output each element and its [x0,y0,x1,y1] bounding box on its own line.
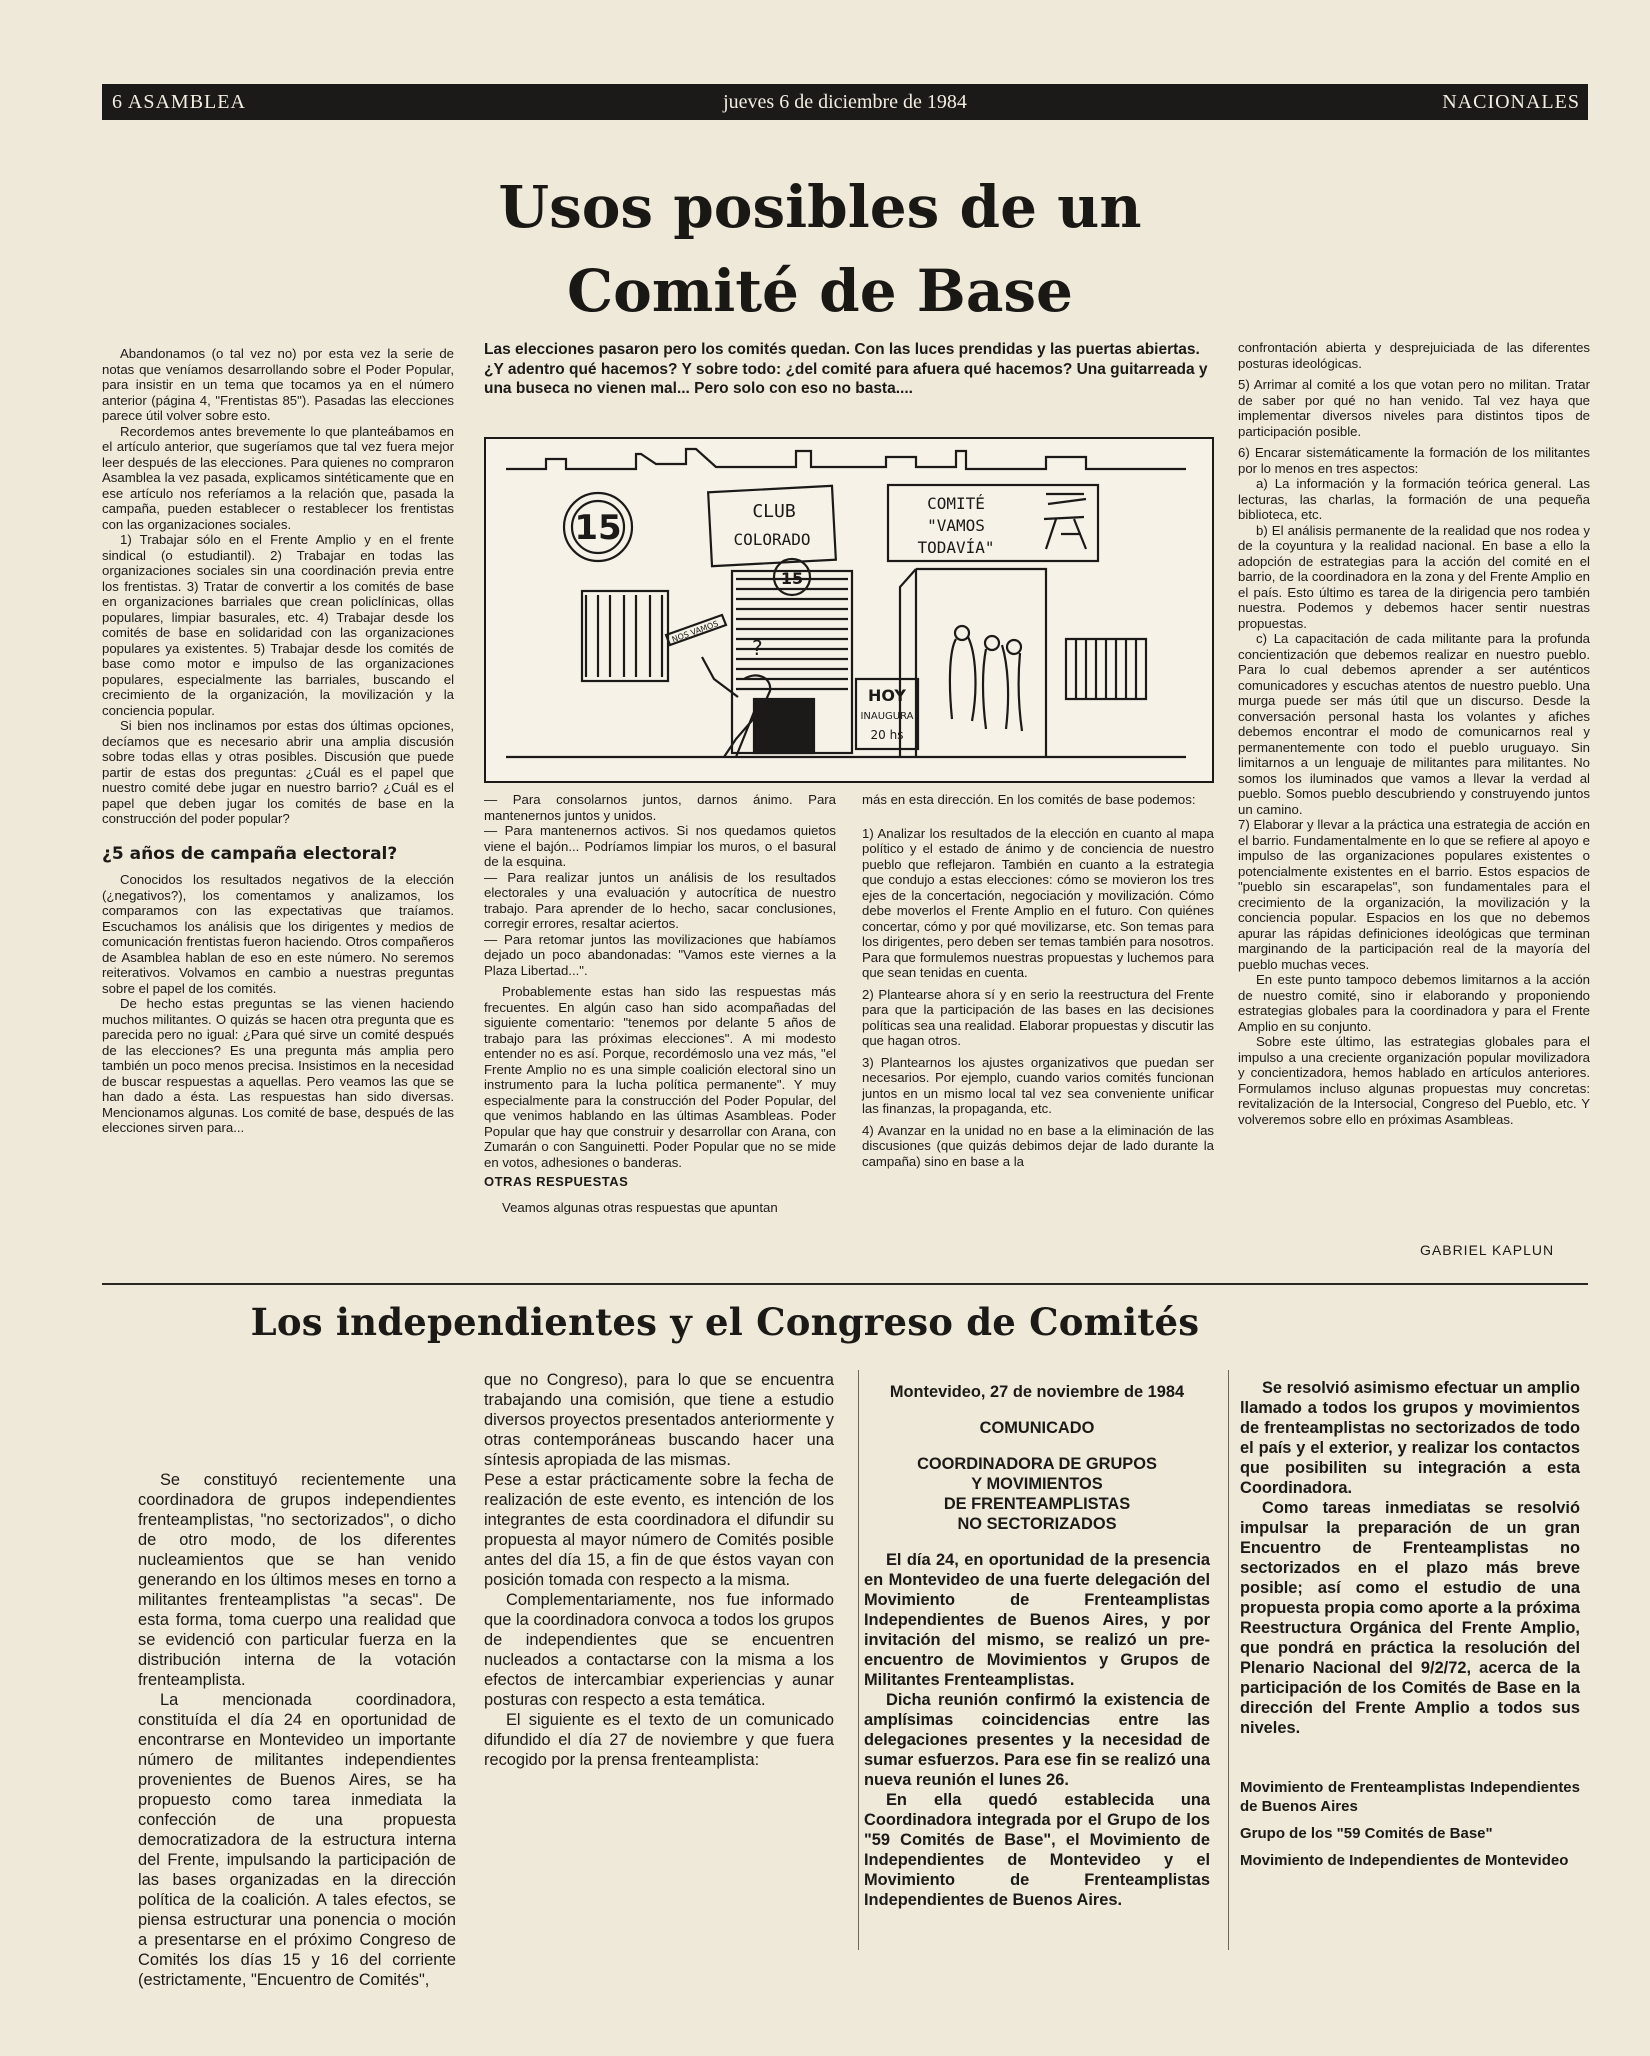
article2-column-1 [138,1470,456,1990]
paragraph: Conocidos los resultados negativos de la elección (¿negativos?), los comentamos y analizamos, los comparamos con las expectativas que traíamos. Escuchamos los análisis que los dirigentes y medios de comunicación frentistas fueron haciendo. Otros compañeros de Asamblea hablan de eso en este número. No seremos reiterativos. Volvamos en cambio a nuestras preguntas sobre el papel de los comités. [102,872,454,996]
article2-column-2 [484,1370,834,1770]
article-lead: Las elecciones pasaron pero los comités quedan. Con las luces prendidas y las puertas abiertas. ¿Y adentro qué hacemos? Y sobre todo: ¿del comité para afuera qué hacemos? Una guitarreada y una buseca no vienen mal... Pero solo con eso no basta.... [484,341,1208,397]
communique-org: COORDINADORA DE GRUPOS [917,1455,1157,1473]
cartoon-badge-text: 15 [574,508,622,548]
question-mark: ? [752,636,763,660]
title-line-1: Usos posibles de un [498,173,1142,241]
article-column-2 [484,792,836,1215]
comite-sign-line3: TODAVÍA" [917,538,995,557]
paragraph: Se resolvió asimismo efectuar un amplio llamado a todos los grupos y movimientos de frenteamplistas no sectorizados de todo el país y el exterior, y realizar los contactos que posibiliten su integración a esta Coordinadora. [1240,1379,1580,1497]
paragraph: Veamos algunas otras respuestas que apuntan [502,1199,778,1215]
communique-org: Y MOVIMIENTOS [971,1475,1103,1493]
hoy-sign-line2: INAUGURA [860,711,914,722]
paragraph: De hecho estas preguntas se las vienen haciendo muchos militantes. O quizás se hacen otra pregunta que es parecida pero no igual: ¿Para qué sirve un comité después de las elecciones? Es una pregunta más amplia pero también un poco menos precisa. Insistimos en la necesidad de buscar respuestas a aquellas. Pero veamos las que se han dado a ésta. Las respuestas han sido diversas. Mencionamos algunas. Los comité de base, después de las elecciones sirven para... [102,996,454,1135]
page-header-bar [102,84,1588,120]
section-label: 6 ASAMBLEA [112,91,246,113]
paragraph: b) El análisis permanente de la realidad que nos rodea y de la coyuntura y la realidad nacional. En base a ello la adopción de estrategias para la acción del comité en el barrio, de la coordinadora en la zona y del Frente Amplio en el país. Esto último es tarea de la dirigencia pero también nuestra. Podemos y debemos hacer sentir nuestras propuestas. [1238,522,1590,631]
paragraph: 1) Analizar los resultados de la elección en cuanto al mapa político y el estado de ánimo y de conciencia de nuestro pueblo que reflejaron. También en cuanto a la estrategia que condujo a estas elecciones: cómo se movieron los tres ejes de la concertación, negociación y movilización. Cómo debe moverlos el Frente Amplio en el futuro. Con quiénes concertar, cómo y por qué movilizarse, etc. Son temas para los dirigentes, pero deben ser temas también para nosotros. Para que formulemos nuestras propuestas y luchemos para que sean tenidas en cuenta. [862,825,1214,980]
hoy-sign-line1: HOY [867,686,907,705]
section-divider [102,1283,1588,1285]
paragraph: El día 24, en oportunidad de la presencia en Montevideo de una fuerte delegación del Movimiento de Frenteamplistas Independientes de Buenos Aires, y por invitación del mismo, se realizó un pre-encuentro de Movimientos y Grupos de Militantes Frenteamplistas. [864,1551,1210,1689]
communique-label: COMUNICADO [979,1419,1095,1437]
paragraph: Se constituyó recientemente una coordinadora de grupos independientes frenteamplistas, "no sectorizados", o dicho de otro modo, de los diferentes nucleamientos que se han venido generando en los últimos meses en torno a militantes frenteamplistas "a secas". De esta forma, toma cuerpo una realidad que se evidenció con particular fuerza en la distribución interna de la votación frenteamplista. [138,1471,456,1689]
paragraph: c) La capacitación de cada militante para la profunda concientización que debemos realizar en nuestro pueblo. Para lo cual debemos aprender a ser auténticos comunicadores y escuchas atentos de nuestro pueblo. Una murga puede ser más útil que un discurso. Desde la conversación personal hasta los volantes y afiches debemos encontrar el modo de comunicarnos real y permanentemente con todo el pueblo uruguayo. Sin limitarnos a un lenguaje de militantes para militantes. No somos los iluminados que vamos a llevar la verdad al pueblo. Somos pueblo descubriendo y construyendo juntos un camino. [1238,631,1590,817]
paragraph: — Para retomar juntos las movilizaciones que habíamos dejado un poco abandonadas: "Vamos este viernes a la Plaza Libertad...". [484,931,836,978]
column-rule [858,1370,859,1950]
paragraph: 6) Encarar sistemáticamente la formación de los militantes por lo menos en tres aspectos: [1238,445,1590,476]
paragraph: Recordemos antes brevemente lo que planteábamos en el artículo anterior, que sugeríamos que tal vez fuera mejor leer después de las elecciones. Para quienes no compraron Asamblea la vez pasada, explicamos sintéticamente que en ese artículo nos referíamos a la relación que, pasada la campaña, pueden establecer o restablecer los frentistas con las organizaciones sociales. [102,423,454,532]
paragraph: 4) Avanzar en la unidad no en base a la eliminación de las discusiones (que quizás debimos dejar de lado durante la campaña) sino en base a la [862,1122,1214,1169]
signature: Movimiento de Independientes de Montevideo [1240,1852,1569,1869]
paragraph: Abandonamos (o tal vez no) por esta vez la serie de notas que veníamos desarrollando sobre el Poder Popular, para insistir en un tema que tocamos ya en el número anterior (página 4, "Frentistas 85"). Pasadas las elecciones parece útil volver sobre esto. [102,346,454,423]
signature: Grupo de los "59 Comités de Base" [1240,1825,1493,1842]
hoy-sign-line3: 20 hs [870,728,904,742]
communique-date: Montevideo, 27 de noviembre de 1984 [889,1383,1185,1401]
paragraph: — Para consolarnos juntos, darnos ánimo. Para mantenernos juntos y unidos. [484,792,836,823]
paragraph: Sobre este último, las estrategias globales para el impulso a una creciente organización popular movilizadora y concientizadora, hemos hablado en artículos anteriores. Formulamos incluso algunas propuestas muy concretas: revitalización de la Intersocial, Congreso del Pueblo, etc. Y volveremos sobre ello en próximas Asambleas. [1238,1034,1590,1127]
paragraph: Complementariamente, nos fue informado que la coordinadora convoca a todos los grupos de independientes que se encuentren nucleados a contactarse con la misma a los efectos de intercambiar experiencias y aunar posturas con respecto a esta temática. [484,1591,834,1709]
paragraph: Probablemente estas han sido las respuestas más frecuentes. En algún caso han sido acompañadas del siguiente comentario: "tenemos por delante 5 años de trabajo para las próximas elecciones". A mi modesto entender no es así. Porque, recordémoslo una vez más, "el Frente Amplio no es una simple coalición electoral sino un instrumento para la lucha política permanente". Y muy especialmente para la construcción del Poder Popular, del que venimos hablando en las últimas Asambleas. Poder Popular que hay que construir y desarrollar con Arana, con Zumarán o con Sanguinetti. Poder Popular que no se mide en votos, adhesiones o banderas. [484,984,836,1170]
paragraph: En este punto tampoco debemos limitarnos a la acción de nuestro comité, sino ir elaborando y proponiendo estrategias globales para la coordinadora y para el Frente Amplio en su conjunto. [1238,972,1590,1034]
paragraph: 2) Plantearse ahora sí y en serio la reestructura del Frente para que la participación de las bases en las decisiones políticas sea una realidad. Elaborar propuestas y discutir las que hagan otros. [862,986,1214,1048]
signature: Movimiento de Frenteamplistas Independientes de Buenos Aires [1240,1779,1580,1815]
communique-column-2 [1240,1378,1580,1870]
paragraph: Pese a estar prácticamente sobre la fecha de realización de este evento, es intención de los integrantes de esta coordinadora el difundir su propuesta al mayor número de Comités posible antes del día 15, a fin de que éstos vayan con posición tomada con respecto a la misma. [484,1471,834,1589]
column-rule [1228,1370,1229,1950]
paragraph: — Para realizar juntos un análisis de los resultados electorales y una evaluación y autocrítica de nuestro trabajo. Para aprender de lo hecho, sacar conclusiones, corregir errores, resaltar aciertos. [484,869,836,931]
paragraph: confrontación abierta y desprejuiciada de las diferentes posturas ideológicas. [1238,340,1590,371]
paragraph: Como tareas inmediatas se resolvió impulsar la preparación de un gran Encuentro de Frenteamplistas no sectorizados en el plazo más breve posible; así como el estudio de una propuesta propia como aporte a la próxima Reestructura Orgánica del Frente Amplio, que pondrá en práctica la resolución del Plenario Nacional del 9/2/72, acerca de la participación de los Comités de Base en la dirección del Frente Amplio a todos sus niveles. [1240,1499,1580,1737]
article-column-1 [102,346,454,1136]
section-name: NACIONALES [1442,91,1580,113]
paragraph: 5) Arrimar al comité a los que votan pero no militan. Tratar de saber por qué no han venido. Tal vez haya que implementar diversos niveles para distintos tipos de participación posible. [1238,377,1590,439]
club-sign-line1: CLUB [752,501,796,522]
article-column-4 [1238,340,1590,1127]
paragraph: 3) Plantearnos los ajustes organizativos que puedan ser necesarios. Por ejemplo, cuando varios comités funcionan juntos en un mismo local tal vez sea conveniente unificar las finanzas, la propaganda, etc. [862,1054,1214,1116]
paragraph: El siguiente es el texto de un comunicado difundido el día 27 de noviembre y que fuera recogido por la prensa frenteamplista: [484,1711,834,1769]
cartoon-illustration [484,437,1214,783]
communique-column [864,1382,1210,1910]
paragraph: que no Congreso), para lo que se encuentra trabajando una comisión, que tiene a estudio diversos proyectos presentados anteriormente y otras contemporáneas buscando hacer una síntesis apropiada de las mismas. [484,1371,834,1469]
article-byline: GABRIEL KAPLUN [1420,1242,1555,1258]
paragraph: — Para mantenernos activos. Si nos quedamos quietos viene el bajón... Podríamos limpiar los muros, o el basural de la esquina. [484,823,836,869]
paragraph: Si bien nos inclinamos por estas dos últimas opciones, decíamos que es necesario abrir una amplia discusión sobre todas ellas y otras posibles. Discusión que puede partir de estas dos preguntas: ¿Cuál es el papel que nuestro comité debe jugar en nuestro barrio? ¿Cuál es el papel que deben jugar los comités de base en la construcción del poder popular? [102,718,454,826]
cartoon-drawing [486,439,1212,781]
paragraph: más en esta dirección. En los comités de base podemos: [862,792,1196,807]
paragraph: a) La información y la formación teórica general. Las lecturas, las charlas, la formación de una pequeña biblioteca, etc. [1238,476,1590,522]
paragraph: En ella quedó establecida una Coordinadora integrada por el Grupo de los "59 Comités de Base", el Movimiento de Independientes de Montevideo y el Movimiento de Frenteamplistas Independientes de Buenos Aires. [864,1791,1210,1909]
paragraph: La mencionada coordinadora, constituída el día 24 en oportunidad de encontrarse en Montevideo un importante número de militantes independientes provenientes de Buenos Aires, se ha propuesto como tarea inmediata la confección de una propuesta democratizadora de la estructura interna del Frente, impulsando la participación de las bases organizadas en la dirección política de la coalición. A tales efectos, se piensa estructurar una ponencia o moción a presentarse en el próximo Congreso de Comités los días 15 y 16 del corriente (estrictamente, "Encuentro de Comités", [138,1691,456,1989]
communique-org: DE FRENTEAMPLISTAS [943,1495,1131,1513]
paragraph: Dicha reunión confirmó la existencia de amplísimas coincidencias entre las delegaciones presentes y la necesidad de sumar esfuerzos. Para ese fin se realizó una nueva reunión el lunes 26. [864,1691,1210,1789]
club-sign-line2: COLORADO [733,530,811,549]
communique-org: NO SECTORIZADOS [957,1515,1117,1533]
issue-date: jueves 6 de diciembre de 1984 [723,91,967,113]
article-title-secondary: Los independientes y el Congreso de Comités [250,1300,1200,1344]
paragraph: 7) Elaborar y llevar a la práctica una estrategia de acción en el barrio. Fundamentalmente en lo que se refiere al apoyo e impulso de las organizaciones populares existentes o potencialmente existentes en el barrio. Estos espacios de "pueblo sin escarapelas", son fundamentales para el crecimiento de la organización, la movilización y la conciencia popular. Espacios en los que no debemos apurar las rápidas definiciones ideológicas que terminan marginando de la participación real de la mayoría del pueblo muchas veces. [1238,817,1590,972]
subheading: OTRAS RESPUESTAS [484,1174,629,1189]
door-badge-text: 15 [780,569,804,588]
comite-sign-line2: "VAMOS [927,516,985,535]
article-title-main [470,165,1170,333]
title-line-2: Comité de Base [567,257,1073,325]
paragraph: 1) Trabajar sólo en el Frente Amplio y en el frente sindical (o estudiantil). 2) Trabajar en todas las organizaciones sociales sin una coordinación previa entre los frentistas. 3) Tratar de convertir a los comités de base en organizaciones barriales que crean policlínicas, ollas populares, limpiar basurales, etc. 4) Trabajar desde los comités de base en solidaridad con las organizaciones populares ya existentes. 5) Trabajar desde los comités de base como motor e impulso de las organizaciones populares, especialmente las barriales, buscando el crecimiento de la organización, la movilización y la conciencia popular. [102,532,454,718]
article-column-3 [862,792,1214,1169]
arrow-sign-text: NOS VAMOS [670,619,720,645]
subheading: ¿5 años de campaña electoral? [102,843,398,864]
comite-sign-line1: COMITÉ [927,494,985,513]
